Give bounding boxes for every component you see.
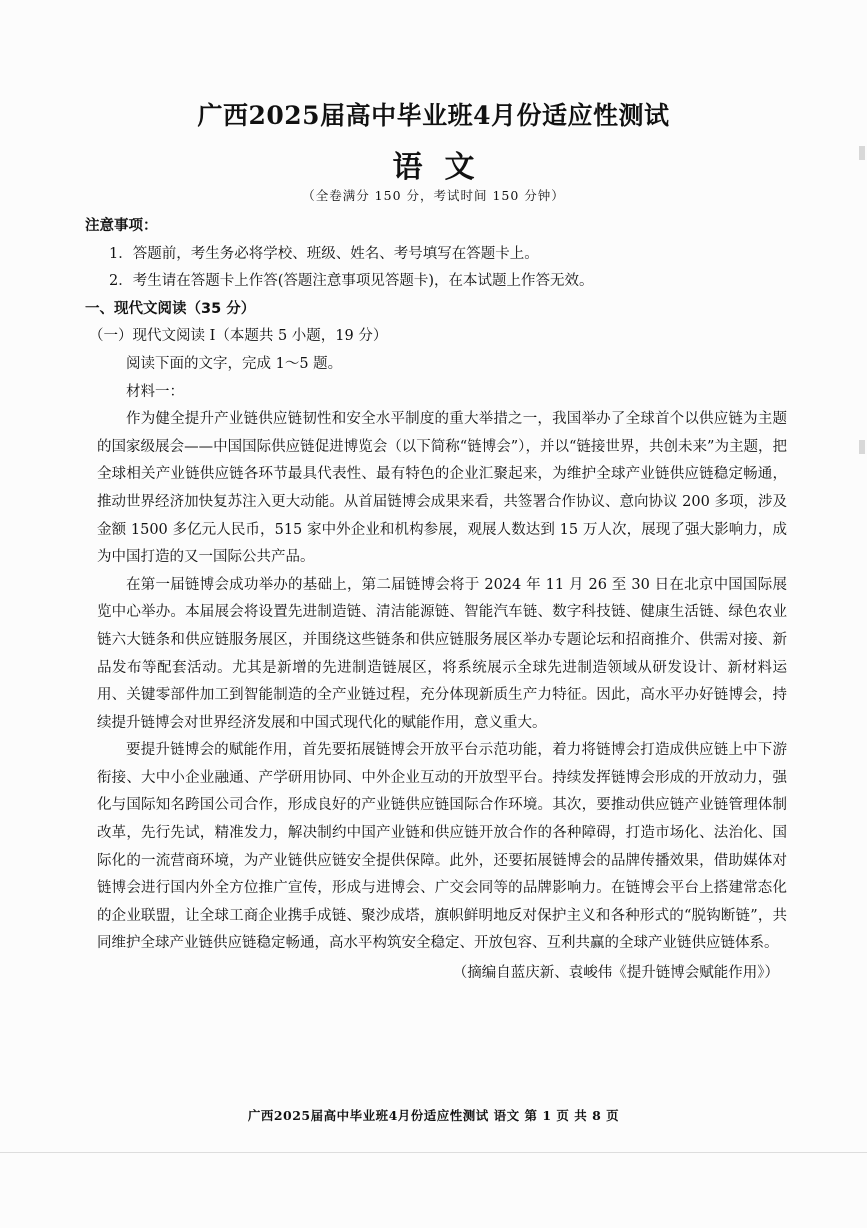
page-footer: 广西2025届高中毕业班4月份适应性测试 语文 第 1 页 共 8 页 (247, 1108, 620, 1123)
scan-edge-mark (859, 440, 865, 454)
exam-body (85, 213, 787, 988)
section-heading: 一、现代文阅读（35 分） (85, 300, 256, 317)
material-label: 材料一： (126, 383, 184, 400)
exam-subject: 语文 (392, 150, 497, 185)
notice-item: 1．答题前，考生务必将学校、班级、姓名、考号填写在答题卡上。 (109, 245, 539, 262)
sub-section-heading: （一）现代文阅读 I（本题共 5 小题，19 分） (89, 328, 388, 345)
notice-heading: 注意事项： (85, 218, 158, 234)
notice-item: 2．考生请在答题卡上作答(答题注意事项见答题卡)，在本试题上作答无效。 (109, 273, 594, 290)
material-paragraph: 要提升链博会的赋能作用，首先要拓展链博会开放平台示范功能，着力将链博会打造成供应链上中下游衔接、大中小企业融通、产学研用协同、中外企业互动的开放型平台。持续发挥链博会形成的开放动力，强化与国际知名跨国公司合作，形成良好的产业链供应链国际合作环境。其次，要推动供应链产业链管理体制改革，先行先试，精准发力，解决制约中国产业链和供应链开放合作的各种障碍，打造市场化、法治化、国际化的一流营商环境，为产业链供应链安全提供保障。此外，还要拓展链博会的品牌传播效果，借助媒体对链博会进行国内外全方位推广宣传，形成与进博会、广交会同等的品牌影响力。在链博会平台上搭建常态化的企业联盟，让全球工商企业携手成链、聚沙成塔，旗帜鲜明地反对保护主义和各种形式的“脱钩断链”，共同维护全球产业链供应链稳定畅通，高水平构筑安全稳定、开放包容、互利共赢的全球产业链供应链体系。 (97, 742, 787, 952)
material-paragraph: 作为健全提升产业链供应链韧性和安全水平制度的重大举措之一，我国举办了全球首个以供应链为主题的国家级展会——中国国际供应链促进博览会（以下简称“链博会”），并以“链接世界，共创未来”为主题，把全球相关产业链供应链各环节最具代表性、最有特色的企业汇聚起来，为维护全球产业链供应链稳定畅通，推动世界经济加快复苏注入更大动能。从首届链博会成果来看，共签署合作协议、意向协议 200 多项，涉及金额 1500 多亿元人民币，515 家中外企业和机构参展，观展人数达到 15 万人次，展现了强大影响力，成为中国打造的又一国际公共产品。 (97, 411, 787, 566)
exam-time-note: （全卷满分 150 分，考试时间 150 分钟） (302, 188, 565, 203)
scan-divider (0, 1152, 867, 1153)
material-source: （摘编自蓝庆新、袁峻伟《提升链博会赋能作用》） (452, 965, 779, 982)
material-paragraph: 在第一届链博会成功举办的基础上，第二届链博会将于 2024 年 11 月 26 至 30 日在北京中国国际展览中心举办。本届展会将设置先进制造链、清洁能源链、智能汽车链、数字科技链、健康生活链、绿色农业链六大链条和供应链服务展区，并围绕这些链条和供应链服务展区举办专题论坛和招商推介、供需对接、新品发布等配套活动。尤其是新增的先进制造链展区，将系统展示全球先进制造领域从研发设计、新材料运用、关键零部件加工到智能制造的全产业链过程，充分体现新质生产力特征。因此，高水平办好链博会，持续提升链博会对世界经济发展和中国式现代化的赋能作用，意义重大。 (97, 576, 787, 731)
reading-instruction: 阅读下面的文字，完成 1～5 题。 (126, 355, 343, 372)
exam-title: 广西2025届高中毕业班4月份适应性测试 (197, 101, 670, 130)
